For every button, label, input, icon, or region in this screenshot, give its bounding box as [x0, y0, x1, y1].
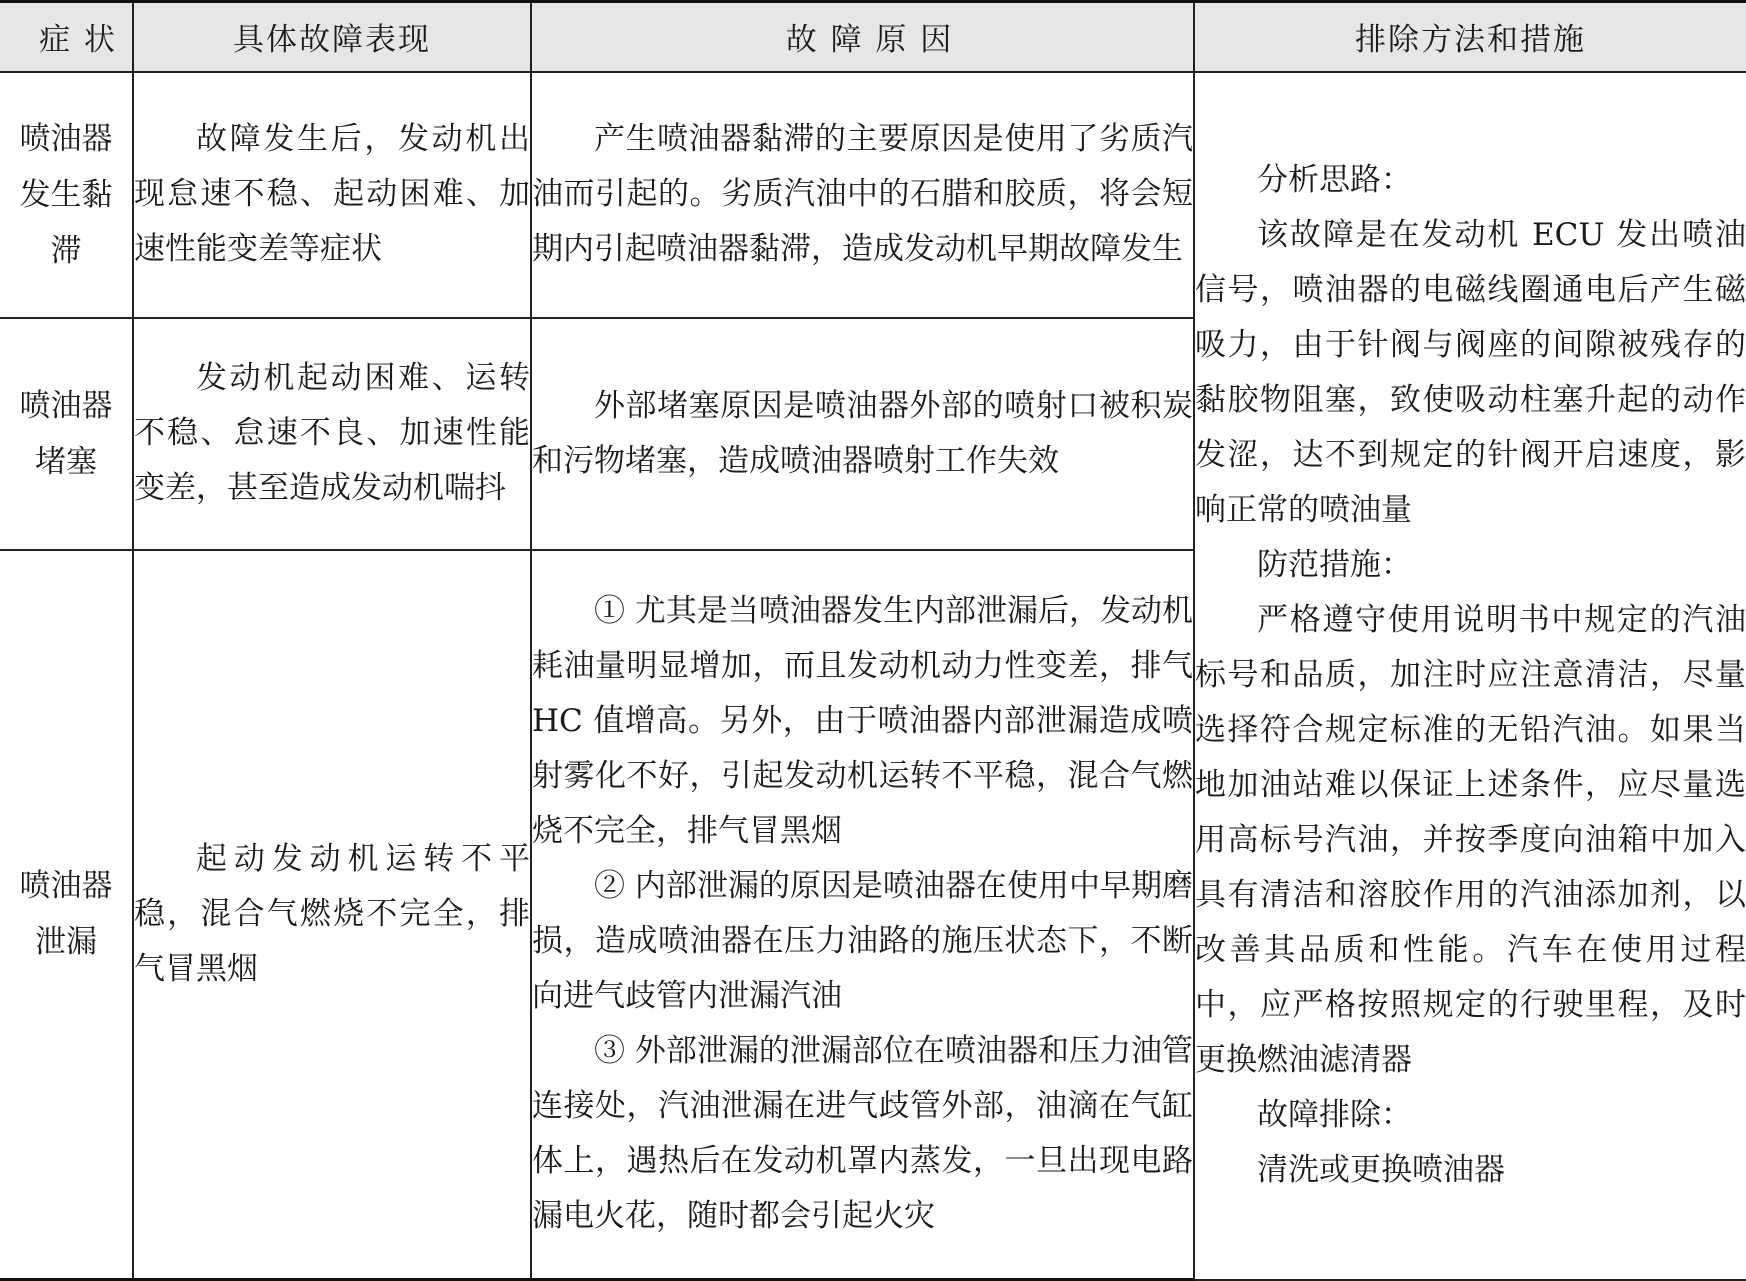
remedy-cell: [1194, 72, 1746, 1280]
cause-text-3: ③ 外部泄漏的泄漏部位在喷油器和压力油管连接处，汽油泄漏在进气歧管外部，油滴在气缸体上，遇热后在发动机罩内蒸发，一旦出现电路漏电火花，随时都会引起火灾: [532, 1033, 1193, 1235]
prevention-title: 防范措施：: [1257, 547, 1412, 583]
symptom-text: 喷油器泄漏: [19, 868, 113, 961]
symptom-cell: [0, 72, 133, 318]
prevention-text: 严格遵守使用说明书中规定的汽油标号和品质，加注时应注意清洁，尽量选择符合规定标准的无铅汽油。如果当地加油站难以保证上述条件，应尽量选用高标号汽油，并按季度向油箱中加入具有清洁和溶胶作用的汽油添加剂，以改善其品质和性能。汽车在使用过程中，应严格按照规定的行驶里程，及时更换燃油滤清器: [1195, 602, 1746, 1078]
removal-title: 故障排除：: [1257, 1097, 1412, 1133]
removal-text: 清洗或更换喷油器: [1257, 1152, 1505, 1188]
performance-text: 起动发动机运转不平稳，混合气燃烧不完全，排气冒黑烟: [134, 840, 530, 987]
cause-text-2: ② 内部泄漏的原因是喷油器在使用中早期磨损，造成喷油器在压力油路的施压状态下，不断向进气歧管内泄漏汽油: [532, 868, 1193, 1015]
header-cause: 故 障 原 因: [531, 2, 1194, 72]
cause-cell: [531, 318, 1194, 550]
cause-cell: [531, 550, 1194, 1280]
header-performance: 具体故障表现: [133, 2, 531, 72]
cause-text-1: ① 尤其是当喷油器发生内部泄漏后，发动机耗油量明显增加，而且发动机动力性变差，排气 HC 值增高。另外，由于喷油器内部泄漏造成喷射雾化不好，引起发动机运转不平稳，混合气燃烧不完全，排气冒黑烟: [532, 593, 1193, 850]
cause-cell: [531, 72, 1194, 318]
symptom-cell: [0, 318, 133, 550]
symptom-text: 喷油器发生黏滞: [19, 120, 113, 269]
analysis-text: 该故障是在发动机 ECU 发出喷油信号，喷油器的电磁线圈通电后产生磁吸力，由于针阀与阀座的间隙被残存的黏胶物阻塞，致使吸动柱塞升起的动作发涩，达不到规定的针阀开启速度，影响正常的喷油量: [1195, 217, 1746, 528]
performance-cell: [133, 550, 531, 1280]
performance-cell: [133, 318, 531, 550]
cause-text: 产生喷油器黏滞的主要原因是使用了劣质汽油而引起的。劣质汽油中的石腊和胶质，将会短期内引起喷油器黏滞，造成发动机早期故障发生: [532, 121, 1193, 267]
analysis-title: 分析思路：: [1257, 162, 1412, 198]
table-row: [0, 72, 1746, 318]
symptom-cell: [0, 550, 133, 1280]
header-remedy: 排除方法和措施: [1194, 2, 1746, 72]
cause-text: 外部堵塞原因是喷油器外部的喷射口被积炭和污物堵塞，造成喷油器喷射工作失效: [532, 387, 1193, 479]
symptom-text: 喷油器堵塞: [19, 387, 113, 480]
performance-text: 故障发生后，发动机出现怠速不稳、起动困难、加速性能变差等症状: [134, 121, 530, 267]
performance-text: 发动机起动困难、运转不稳、怠速不良、加速性能变差，甚至造成发动机喘抖: [134, 360, 530, 506]
performance-cell: [133, 72, 531, 318]
header-row: [0, 2, 1746, 72]
header-symptom: 症 状: [0, 2, 133, 72]
